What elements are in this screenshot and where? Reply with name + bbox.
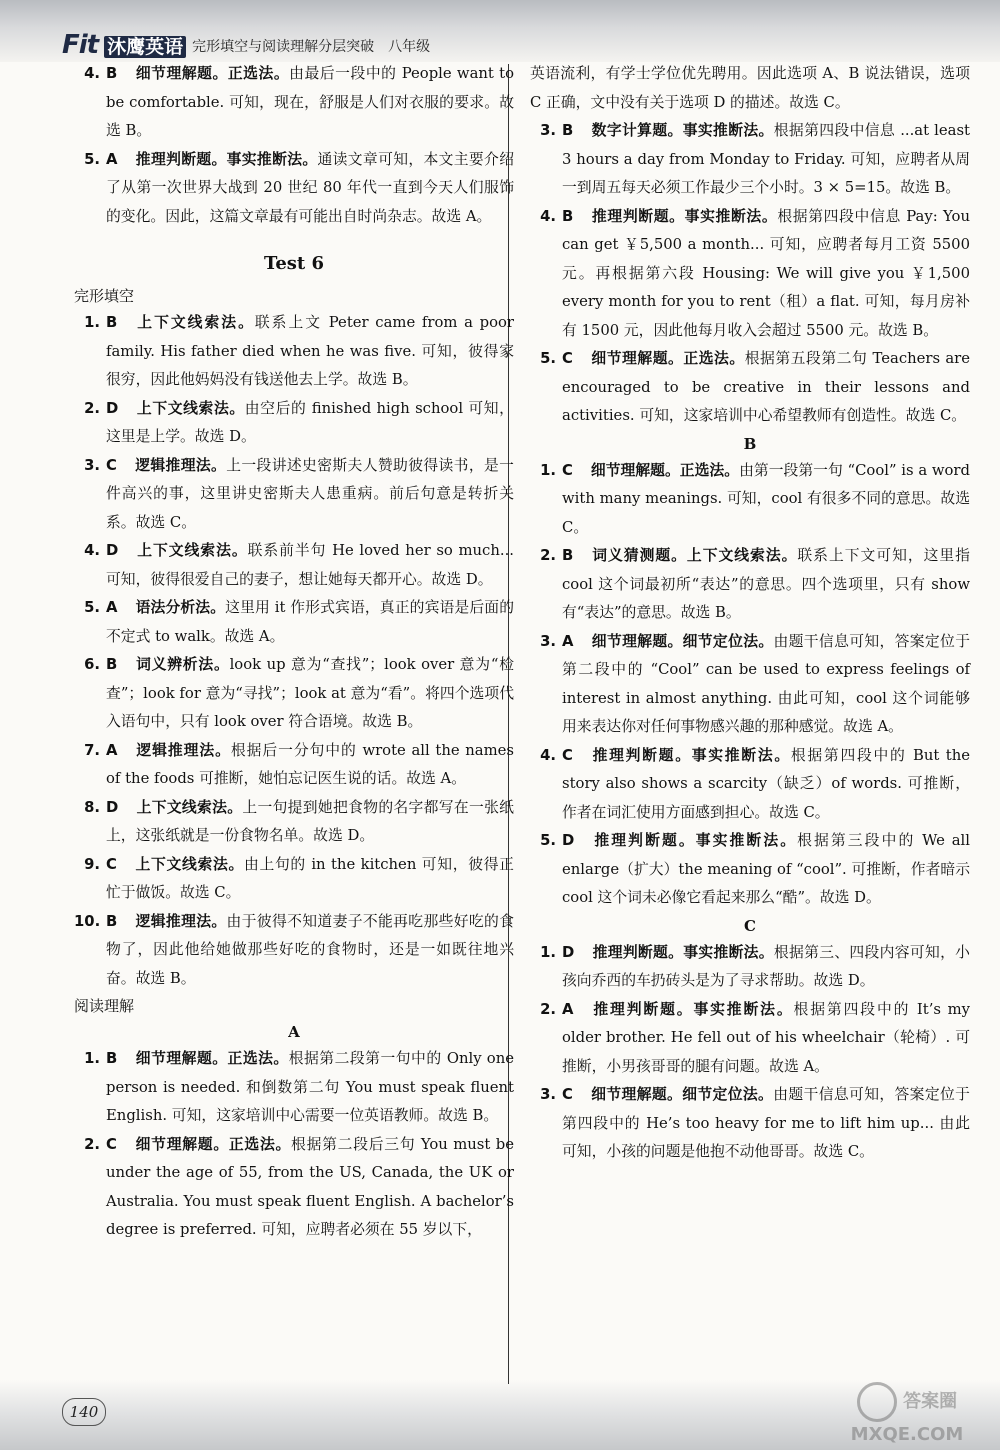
answer-item	[74, 908, 514, 994]
explanation-text: 由题干信息可知，答案定位于第四段中的 He’s too heavy for me to lift him up... 由此可知，小孩的问题是他抱不动他哥哥。故选 C。	[562, 1086, 970, 1160]
item-number: 1.	[540, 943, 556, 961]
item-number: 10.	[74, 912, 101, 930]
solving-method: 逻辑推理法。	[134, 456, 227, 474]
answer-letter: A	[106, 741, 118, 759]
explanation-text: 上一段讲述史密斯夫人赞助彼得读书，是一件高兴的事，这里讲史密斯夫人患重病。前后句意是转折关系。故选 C。	[106, 456, 514, 531]
passage-heading-c: C	[744, 916, 756, 935]
previous-test-answers	[74, 60, 514, 231]
item-body	[562, 117, 970, 203]
answer-item	[530, 457, 970, 543]
solving-method: 推理判断题。事实推断法。	[591, 207, 778, 225]
solving-method: 推理判断题。事实推断法。	[591, 1000, 794, 1018]
item-number: 6.	[84, 656, 100, 673]
answer-letter: C	[562, 350, 573, 367]
item-number: 3.	[540, 122, 556, 139]
explanation-text: 根据第五段第二句 Teachers are encouraged to be creative in their lessons and activities. 可知，这家培训中心希望教师有创造性。故选 C。	[562, 350, 970, 424]
answer-letter: D	[106, 542, 119, 559]
solving-method: 数字计算题。事实推断法。	[591, 122, 774, 139]
item-body	[106, 794, 514, 851]
answer-item	[74, 452, 514, 538]
explanation-text: 由上句的 in the kitchen 可知，彼得正忙于做饭。故选 C。	[106, 855, 514, 901]
answer-letter: D	[562, 832, 575, 849]
explanation-text: 由于彼得不知道妻子不能再吃那些好吃的食物了，因此他给她做那些好吃的食物时，还是一如既往地兴奋。故选 B。	[106, 912, 514, 987]
explanation-text: 由题干信息可知，答案定位于第二段中的 “Cool” can be used to express feelings of interest in almost anything. 由此可知，cool 这个词能够用来表达你对任何事物感兴趣的那种感觉。故选 A。	[562, 632, 970, 735]
item-body	[562, 628, 970, 742]
solving-method: 上下文线索法。	[136, 542, 248, 559]
item-body	[562, 457, 970, 543]
watermark-seal-icon	[857, 1382, 897, 1422]
item-body	[106, 594, 514, 651]
item-body	[562, 827, 970, 913]
answer-item	[74, 537, 514, 594]
explanation-text: 由第一段第一句 “Cool” is a word with many meanings. 可知，cool 有很多不同的意思。故选 C。	[562, 461, 970, 536]
item-body	[106, 309, 514, 395]
right-column	[530, 60, 970, 1167]
solving-method: 上下文线索法。	[136, 399, 245, 417]
item-number: 1.	[84, 314, 100, 331]
answer-letter: C	[106, 1135, 117, 1153]
explanation-text: 上一句提到她把食物的名字都写在一张纸上，这张纸就是一份食物名单。故选 D。	[106, 798, 514, 844]
watermark-logo: 答案圈 MXQE.COM	[832, 1382, 982, 1438]
explanation-text: 根据第四段中信息 ...at least 3 hours a day from Monday to Friday. 可知，应聘者从周一到周五每天必须工作最少三个小时。3 × 5=15。故选 B。	[562, 122, 970, 196]
answer-letter: C	[562, 746, 573, 764]
explanation-text: 根据后一分句中的 wrote all the names of the foods 可推断，她怕忘记医生说的话。故选 A。	[106, 741, 514, 787]
solving-method: 上下文线索法。	[135, 314, 255, 331]
item-body	[562, 345, 970, 431]
item-number: 1.	[84, 1050, 100, 1067]
left-column	[74, 60, 514, 1245]
item-body	[106, 737, 514, 794]
answer-letter: B	[106, 65, 118, 82]
section-heading-cloze: 完形填空	[74, 287, 135, 305]
explanation-text: 联系前半句 He loved her so much... 可知，彼得很爱自己的妻子，想让她每天都开心。故选 D。	[106, 542, 514, 588]
answer-item	[74, 60, 514, 146]
solving-method: 细节理解题。细节定位法。	[590, 1086, 774, 1103]
item-body	[106, 395, 514, 452]
item-body	[106, 1131, 514, 1245]
answer-letter: D	[106, 399, 119, 417]
solving-method: 上下文线索法。	[134, 855, 244, 873]
item-number: 8.	[84, 798, 100, 816]
item-number: 2.	[84, 1135, 100, 1153]
answer-letter: A	[106, 150, 118, 168]
answer-item	[74, 737, 514, 794]
reading-c-answers	[530, 939, 970, 1167]
item-number: 9.	[84, 855, 100, 873]
explanation-text: 由空后的 finished high school 可知，这里是上学。故选 D。	[106, 399, 514, 445]
solving-method: 推理判断题。事实推断法。	[592, 832, 798, 849]
answer-item	[530, 117, 970, 203]
answer-item	[74, 651, 514, 737]
answer-letter: A	[562, 632, 574, 650]
item-number: 4.	[84, 65, 100, 82]
explanation-text: 联系上文 Peter came from a poor family. His father died when he was five. 可知，彼得家很穷，因此他妈妈没有钱送他去上学。故选 B。	[106, 314, 514, 388]
item-body	[562, 203, 970, 346]
item-number: 3.	[540, 1086, 556, 1103]
item-number: 2.	[540, 547, 556, 564]
passage-heading-b: B	[743, 434, 757, 453]
answer-letter: A	[106, 599, 118, 616]
answer-letter: C	[106, 456, 117, 474]
item-body	[106, 452, 514, 538]
solving-method: 推理判断题。事实推断法。	[590, 746, 791, 764]
brand-logo-fit: Fit	[62, 30, 99, 60]
explanation-text: 联系上下文可知，这里指 cool 这个词最初所“表达”的意思。四个选项里，只有 show 有“表达”的意思。故选 B。	[562, 547, 970, 621]
item-body	[106, 908, 514, 994]
item-number: 4.	[540, 207, 556, 225]
solving-method: 词义辨析法。	[135, 656, 230, 673]
page-number: 140	[62, 1398, 106, 1426]
explanation-text: 根据第三、四段内容可知，小孩向乔西的车扔砖头是为了寻求帮助。故选 D。	[562, 943, 970, 989]
explanation-text: look up 意为“查找”；look over 意为“检查”；look for 意为“寻找”；look at 意为“看”。将四个选项代入语句中，只有 look over 符合语境。故选 B。	[106, 656, 514, 730]
answer-letter: A	[562, 1000, 574, 1018]
item-body	[106, 1045, 514, 1131]
solving-method: 推理判断题。事实推断法。	[592, 943, 774, 961]
reading-b-answers	[530, 457, 970, 913]
solving-method: 细节理解题。细节定位法。	[591, 632, 774, 650]
item-body	[106, 146, 514, 232]
solving-method: 词义猜测题。上下文线索法。	[591, 547, 798, 564]
explanation-text: 这里用 it 作形式宾语，真正的宾语是后面的不定式 to walk。故选 A。	[106, 599, 514, 645]
answer-item	[530, 827, 970, 913]
reading-a-answers	[74, 1045, 514, 1245]
answer-letter: D	[106, 798, 119, 816]
answer-item	[530, 996, 970, 1082]
item-body	[106, 851, 514, 908]
test-title: Test 6	[263, 253, 325, 274]
answer-item	[74, 395, 514, 452]
answer-item	[530, 542, 970, 628]
answer-item	[74, 1045, 514, 1131]
answer-item	[74, 146, 514, 232]
answer-letter: B	[106, 912, 118, 930]
answer-letter: D	[562, 943, 575, 961]
item-body	[106, 651, 514, 737]
answer-item	[530, 203, 970, 346]
item-body	[106, 537, 514, 594]
explanation-text: 根据第二段第一句中的 Only one person is needed. 和倒数第二句 You must speak fluent English. 可知，这家培训中心需要一位英语教师。故选 B。	[106, 1050, 514, 1124]
answer-letter: B	[562, 122, 574, 139]
item-number: 5.	[540, 350, 556, 367]
item-number: 7.	[84, 741, 100, 759]
answer-item	[74, 594, 514, 651]
solving-method: 细节理解题。正选法。	[134, 1135, 292, 1153]
item-body	[562, 939, 970, 996]
answer-letter: B	[106, 314, 118, 331]
running-header	[62, 30, 430, 58]
reading-a-answers-continued	[530, 117, 970, 431]
answer-item	[530, 1081, 970, 1167]
item-body	[562, 1081, 970, 1167]
item-number: 5.	[540, 832, 556, 849]
item-number: 5.	[84, 599, 100, 616]
item-number: 3.	[84, 456, 100, 474]
explanation-text: 根据第三段中的 We all enlarge（扩大）the meaning of “cool”. 可推断，作者暗示 cool 这个词未必像它看起来那么“酷”。故选 D。	[562, 832, 970, 906]
item-body	[106, 60, 514, 146]
solving-method: 推理判断题。事实推断法。	[135, 150, 318, 168]
explanation-text: 由最后一段中的 People want to be comfortable. 可知，现在，舒服是人们对衣服的要求。故选 B。	[106, 65, 514, 139]
item-number: 5.	[84, 150, 100, 168]
explanation-text: 根据第四段中的 But the story also shows a scarcity（缺乏）of words. 可推断，作者在词汇使用方面感到担心。故选 C。	[562, 746, 970, 821]
answer-letter: C	[562, 461, 573, 479]
solving-method: 上下文线索法。	[136, 798, 243, 816]
solving-method: 细节理解题。正选法。	[590, 350, 745, 367]
brand-logo-name: 沐鹰英语	[104, 36, 186, 58]
book-subtitle: 完形填空与阅读理解分层突破 八年级	[192, 39, 431, 55]
answer-item	[530, 939, 970, 996]
item-number: 2.	[540, 1000, 556, 1018]
solving-method: 逻辑推理法。	[135, 741, 231, 759]
item-number: 4.	[540, 746, 556, 764]
item-body	[562, 542, 970, 628]
item-number: 1.	[540, 461, 556, 479]
answer-item	[74, 1131, 514, 1245]
solving-method: 逻辑推理法。	[135, 912, 227, 930]
answer-letter: B	[562, 547, 574, 564]
explanation-text: 根据第四段中信息 Pay: You can get ￥5,500 a month... 可知，应聘者每月工资 5500 元。再根据第六段 Housing: We will give you ￥1,500 every month for you to rent（租）a flat. 可知，每月房补有 1500 元，因此他每月收入会超过 5500 元。故选 B。	[562, 207, 970, 339]
answer-item	[74, 851, 514, 908]
item-number: 2.	[84, 399, 100, 417]
explanation-text: 根据第四段中的 It’s my older brother. He fell out of his wheelchair（轮椅）. 可推断，小男孩哥哥的腿有问题。故选 A。	[562, 1000, 970, 1075]
item-number: 3.	[540, 632, 556, 650]
cloze-answers	[74, 309, 514, 993]
passage-heading-a: A	[288, 1023, 300, 1041]
answer-letter: B	[562, 207, 574, 225]
answer-letter: C	[106, 855, 117, 873]
solving-method: 细节理解题。正选法。	[590, 461, 740, 479]
solving-method: 细节理解题。正选法。	[135, 65, 290, 82]
answer-item	[530, 628, 970, 742]
solving-method: 语法分析法。	[135, 599, 226, 616]
item-body	[562, 742, 970, 828]
answer-letter: B	[106, 656, 118, 673]
item-number: 4.	[84, 542, 100, 559]
answer-item	[74, 309, 514, 395]
solving-method: 细节理解题。正选法。	[135, 1050, 289, 1067]
continued-text: 英语流利，有学士学位优先聘用。因此选项 A、B 说法错误，选项 C 正确，文中没有关于选项 D 的描述。故选 C。	[530, 65, 970, 111]
answer-letter: B	[106, 1050, 118, 1067]
explanation-text: 根据第二段后三句 You must be under the age of 55, from the US, Canada, the UK or Australia. You must speak fluent English. A bachelor’s degree is preferred. 可知，应聘者必须在 55 岁以下，	[106, 1135, 514, 1238]
explanation-text: 通读文章可知，本文主要介绍了从第一次世界大战到 20 世纪 80 年代一直到今天人们服饰的变化。因此，这篇文章最有可能出自时尚杂志。故选 A。	[106, 150, 514, 225]
answer-item	[74, 794, 514, 851]
item-body	[562, 996, 970, 1082]
answer-letter: C	[562, 1086, 573, 1103]
section-heading-reading: 阅读理解	[74, 997, 135, 1015]
answer-item	[530, 345, 970, 431]
answer-item	[530, 742, 970, 828]
